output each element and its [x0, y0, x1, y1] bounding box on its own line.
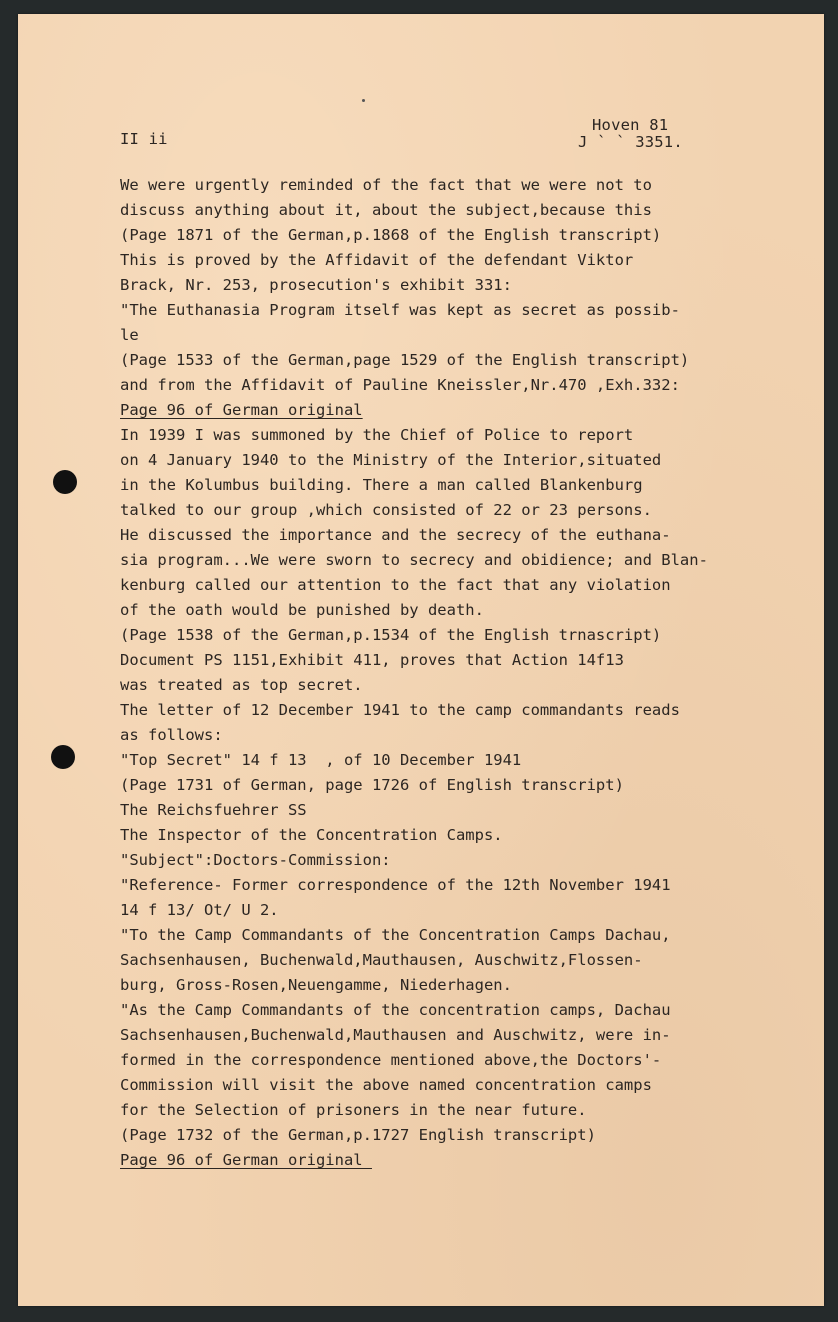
page-reference-heading: Page 96 of German original: [120, 401, 363, 419]
text-line: "Subject":Doctors-Commission:: [120, 851, 391, 869]
text-line: Document PS 1151,Exhibit 411, proves that Action 14f13: [120, 651, 624, 669]
text-line: talked to our group ,which consisted of 22 or 23 persons.: [120, 501, 652, 519]
header-page-reference: Hoven 81: [592, 116, 669, 134]
punch-hole: [51, 745, 75, 769]
text-line: of the oath would be punished by death.: [120, 601, 484, 619]
text-line: was treated as top secret.: [120, 676, 363, 694]
text-line: 14 f 13/ Ot/ U 2.: [120, 901, 279, 919]
header-document-number: J ` ` 3351.: [578, 133, 683, 151]
text-line: (Page 1538 of the German,p.1534 of the English trnascript): [120, 626, 662, 644]
punch-hole: [53, 470, 77, 494]
text-line: He discussed the importance and the secrecy of the euthana-: [120, 526, 671, 544]
text-line: In 1939 I was summoned by the Chief of Police to report: [120, 426, 634, 444]
text-line: The Inspector of the Concentration Camps.: [120, 826, 503, 844]
text-line: (Page 1871 of the German,p.1868 of the English transcript): [120, 226, 662, 244]
text-line: sia program...We were sworn to secrecy and obidience; and Blan-: [120, 551, 708, 569]
text-line: for the Selection of prisoners in the near future.: [120, 1101, 587, 1119]
text-line: Brack, Nr. 253, prosecution's exhibit 331:: [120, 276, 512, 294]
text-line: in the Kolumbus building. There a man called Blankenburg: [120, 476, 643, 494]
text-line: as follows:: [120, 726, 223, 744]
text-line: Sachsenhausen,Buchenwald,Mauthausen and Auschwitz, were in-: [120, 1026, 671, 1044]
text-line: and from the Affidavit of Pauline Kneissler,Nr.470 ,Exh.332:: [120, 376, 680, 394]
text-line: on 4 January 1940 to the Ministry of the Interior,situated: [120, 451, 662, 469]
text-line: Commission will visit the above named concentration camps: [120, 1076, 652, 1094]
text-line: le: [120, 326, 139, 344]
text-line: This is proved by the Affidavit of the defendant Viktor: [120, 251, 634, 269]
text-line: formed in the correspondence mentioned above,the Doctors'-: [120, 1051, 662, 1069]
text-line: "The Euthanasia Program itself was kept as secret as possib-: [120, 301, 680, 319]
text-line: (Page 1533 of the German,page 1529 of the English transcript): [120, 351, 690, 369]
text-line: burg, Gross-Rosen,Neuengamme, Niederhagen.: [120, 976, 512, 994]
header-left-mark: II ii: [120, 130, 168, 148]
text-line: discuss anything about it, about the subject,because this: [120, 201, 652, 219]
ink-speck: [362, 99, 365, 102]
text-line: kenburg called our attention to the fact that any violation: [120, 576, 671, 594]
text-line: The letter of 12 December 1941 to the camp commandants reads: [120, 701, 680, 719]
text-line: We were urgently reminded of the fact that we were not to: [120, 176, 652, 194]
text-line: "As the Camp Commandants of the concentration camps, Dachau: [120, 1001, 671, 1019]
text-line: "Top Secret" 14 f 13 , of 10 December 1941: [120, 751, 522, 769]
text-line: The Reichsfuehrer SS: [120, 801, 307, 819]
page-reference-heading: Page 96 of German original: [120, 1151, 372, 1169]
document-body: [120, 173, 708, 1173]
text-line: "Reference- Former correspondence of the 12th November 1941: [120, 876, 671, 894]
text-line: (Page 1732 of the German,p.1727 English transcript): [120, 1126, 596, 1144]
text-line: "To the Camp Commandants of the Concentration Camps Dachau,: [120, 926, 671, 944]
text-line: Sachsenhausen, Buchenwald,Mauthausen, Auschwitz,Flossen-: [120, 951, 643, 969]
text-line: (Page 1731 of German, page 1726 of English transcript): [120, 776, 624, 794]
